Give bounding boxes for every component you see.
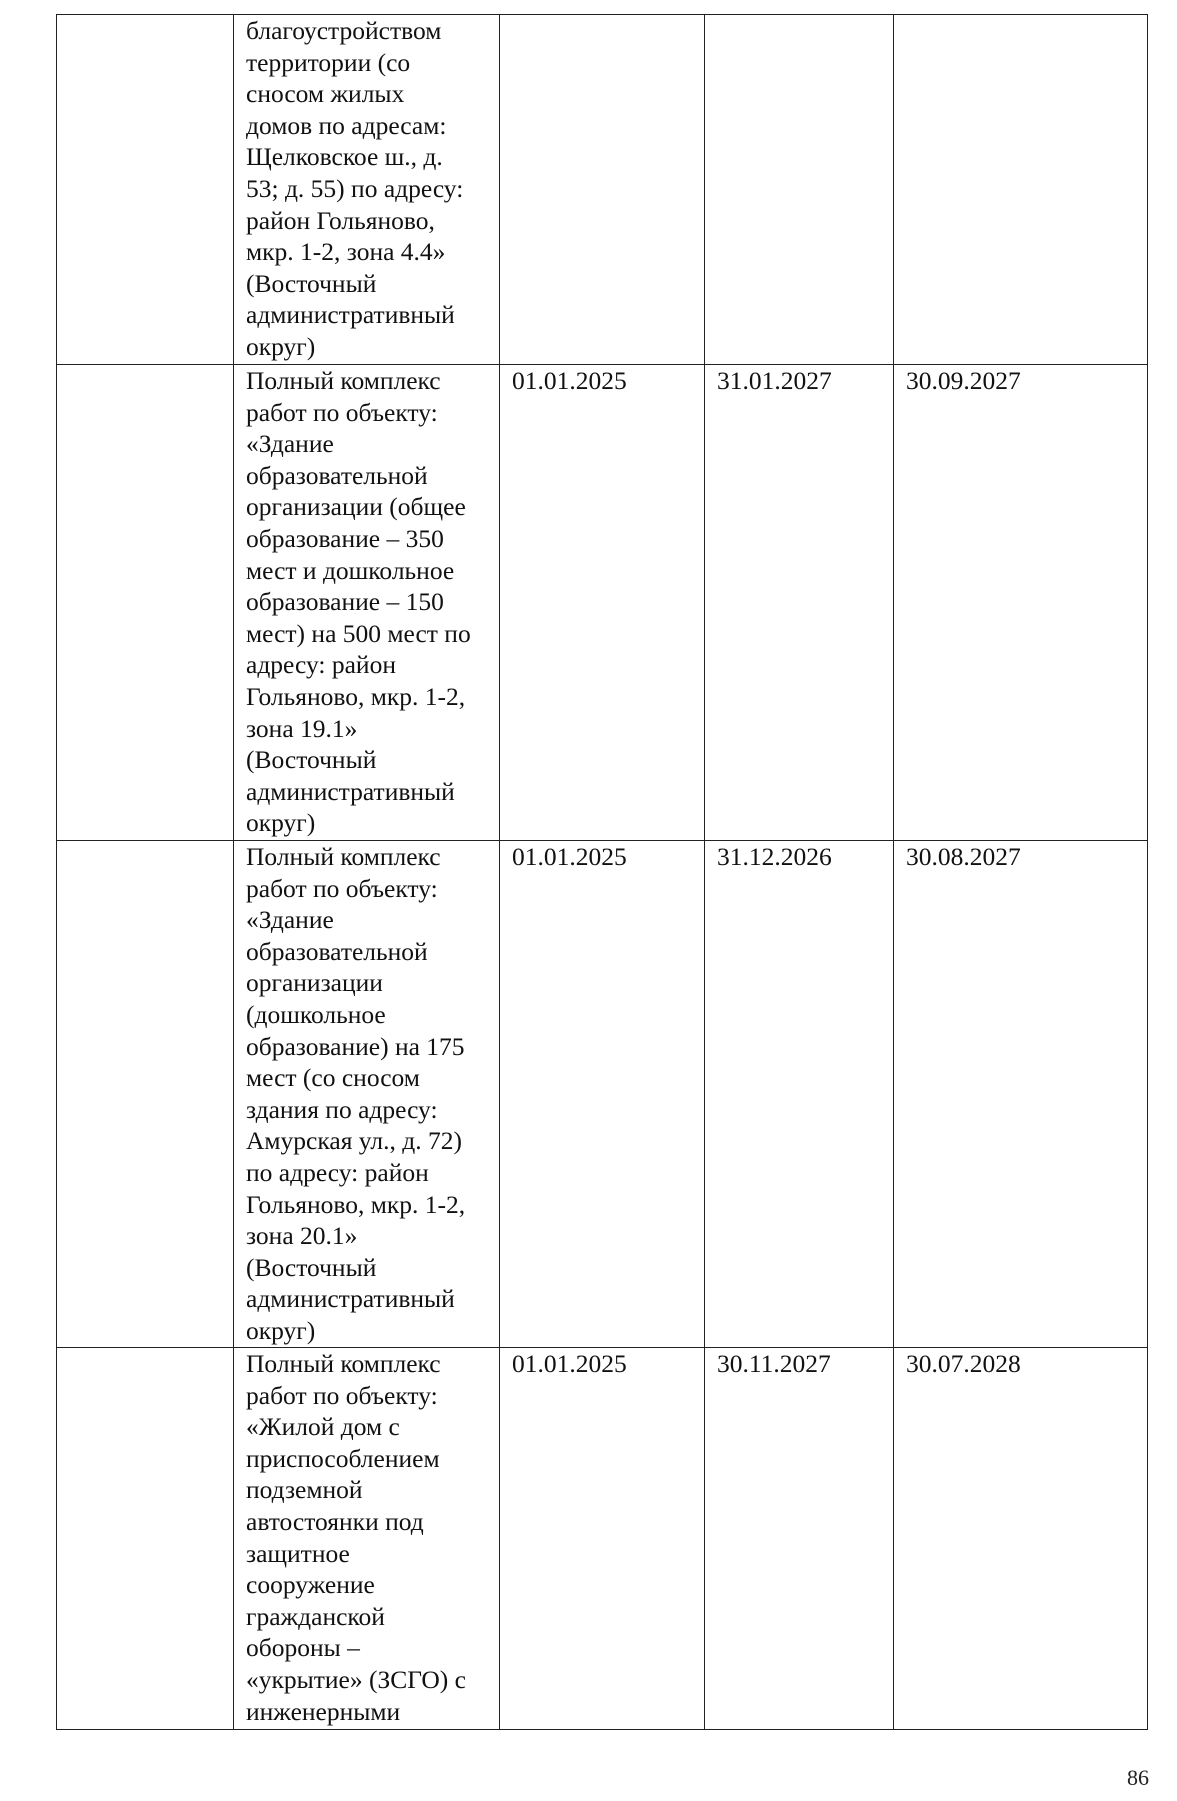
description-line: (дошкольное (246, 999, 386, 1029)
description-line: адресу: район (246, 650, 396, 680)
description-line: зона 19.1» (246, 713, 358, 743)
description-line: гражданской (246, 1601, 385, 1631)
work-description-cell (234, 15, 500, 365)
start-date-cell: 01.01.2025 (500, 365, 705, 841)
description-line: «укрытие» (ЗСГО) с (246, 1664, 466, 1694)
description-line: инженерными (246, 1696, 401, 1726)
description-line: Полный комплекс (246, 366, 441, 395)
description-line: автостоянки под (246, 1506, 424, 1536)
date-2-cell: 31.01.2027 (705, 365, 894, 841)
description-line: (Восточный (246, 268, 377, 298)
description-line: Амурская ул., д. 72) (246, 1126, 462, 1156)
description-line: работ по объекту: (246, 397, 438, 427)
description-line: здания по адресу: (246, 1094, 438, 1124)
description-line: Полный комплекс (246, 1349, 441, 1378)
description-line: Гольяново, мкр. 1-2, (246, 1189, 466, 1219)
date-2-cell (705, 15, 894, 365)
start-date-cell: 01.01.2025 (500, 1348, 705, 1730)
description-line: округ) (246, 808, 316, 838)
description-line: округ) (246, 1315, 316, 1345)
work-description-cell (234, 1348, 500, 1730)
description-line: мест) на 500 мест по (246, 618, 471, 648)
description-line: территории (со (246, 47, 411, 77)
description-line: (Восточный (246, 1252, 377, 1282)
description-line: мкр. 1-2, зона 4.4» (246, 237, 446, 267)
description-line: образовательной (246, 936, 428, 966)
date-2-cell: 30.11.2027 (705, 1348, 894, 1730)
description-line: 53; д. 55) по адресу: (246, 173, 464, 203)
description-line: домов по адресам: (246, 110, 447, 140)
description-line: (Восточный (246, 745, 377, 775)
date-3-cell: 30.09.2027 (894, 365, 1148, 841)
description-line: мест (со сносом (246, 1063, 420, 1093)
row-number-cell (57, 841, 234, 1348)
description-line: организации (246, 968, 383, 998)
work-description-cell (234, 841, 500, 1348)
description-line: район Гольяново, (246, 205, 435, 235)
description-line: Гольяново, мкр. 1-2, (246, 681, 466, 711)
description-line: защитное (246, 1538, 350, 1568)
table-row (57, 15, 1148, 365)
description-line: Полный комплекс (246, 842, 441, 871)
description-line: организации (общее (246, 492, 466, 522)
description-line: административный (246, 300, 455, 330)
description-line: мест и дошкольное (246, 555, 455, 585)
description-line: приспособлением (246, 1443, 440, 1473)
page-number: 86 (1127, 1765, 1149, 1790)
row-number-cell (57, 15, 234, 365)
description-line: работ по объекту: (246, 1380, 438, 1410)
date-3-cell: 30.08.2027 (894, 841, 1148, 1348)
date-3-cell (894, 15, 1148, 365)
description-line: сооружение (246, 1570, 375, 1600)
description-line: образование – 150 (246, 587, 444, 617)
description-line: «Здание (246, 905, 334, 935)
date-2-cell: 31.12.2026 (705, 841, 894, 1348)
description-line: сносом жилых (246, 79, 405, 109)
work-description-cell (234, 365, 500, 841)
description-line: обороны – (246, 1633, 360, 1663)
description-line: административный (246, 776, 455, 806)
description-line: «Здание (246, 429, 334, 459)
description-line: образование) на 175 (246, 1031, 465, 1061)
table-row (57, 841, 1148, 1348)
description-line: по адресу: район (246, 1157, 429, 1187)
description-line: округ) (246, 331, 316, 361)
description-line: подземной (246, 1475, 363, 1505)
description-line: образовательной (246, 460, 428, 490)
table-row (57, 365, 1148, 841)
description-line: благоустройством (246, 16, 442, 45)
start-date-cell (500, 15, 705, 365)
row-number-cell (57, 1348, 234, 1730)
date-3-cell: 30.07.2028 (894, 1348, 1148, 1730)
works-schedule-table (56, 14, 1148, 1730)
description-line: «Жилой дом с (246, 1412, 400, 1442)
description-line: образование – 350 (246, 523, 444, 553)
description-line: Щелковское ш., д. (246, 142, 443, 172)
description-line: административный (246, 1284, 455, 1314)
start-date-cell: 01.01.2025 (500, 841, 705, 1348)
table-row (57, 1348, 1148, 1730)
description-line: зона 20.1» (246, 1221, 358, 1251)
row-number-cell (57, 365, 234, 841)
description-line: работ по объекту: (246, 873, 438, 903)
